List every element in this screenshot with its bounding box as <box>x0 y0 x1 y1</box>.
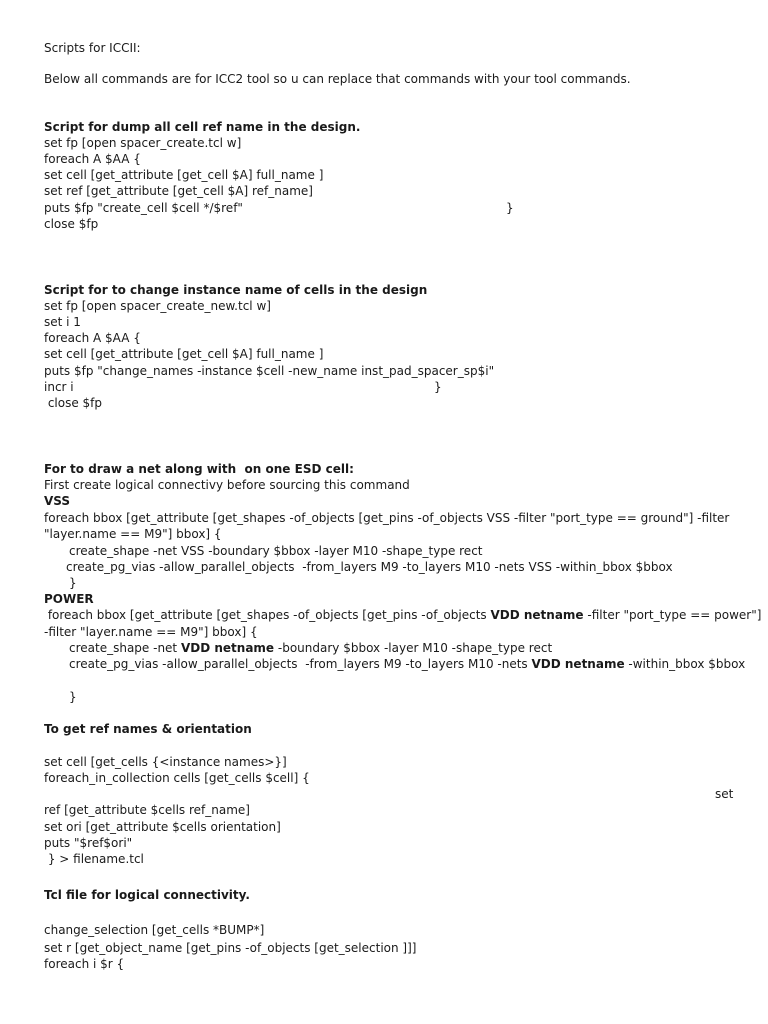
code-line: set i 1 <box>44 315 81 329</box>
code-line <box>44 607 761 623</box>
code-segment-bold: VDD netname <box>531 657 625 671</box>
closing-brace: } <box>69 690 77 704</box>
code-line: "layer.name == M9"] bbox] { <box>44 527 222 541</box>
code-line: set cell [get_attribute [get_cell $A] full_name ] <box>44 347 324 361</box>
code-segment: create_pg_vias -allow_parallel_objects -from_layers M9 -to_layers M10 -nets <box>69 657 532 671</box>
code-line: puts "$ref$ori" <box>44 836 133 850</box>
code-line: puts $fp "create_cell $cell */$ref" <box>44 201 243 215</box>
code-line: set fp [open spacer_create_new.tcl w] <box>44 299 271 313</box>
code-line: change_selection [get_cells *BUMP*] <box>44 923 265 937</box>
code-line: close $fp <box>44 396 103 410</box>
closing-brace: } <box>434 380 442 394</box>
code-line: set cell [get_attribute [get_cell $A] full_name ] <box>44 168 324 182</box>
code-line: ref [get_attribute $cells ref_name] <box>44 803 250 817</box>
code-segment: -filter "port_type == power"] <box>583 608 762 622</box>
code-line: foreach A $AA { <box>44 152 141 166</box>
section5-heading: Tcl file for logical connectivity. <box>44 888 250 902</box>
code-line: set cell [get_cells {<instance names>}] <box>44 755 287 769</box>
code-line: foreach bbox [get_attribute [get_shapes -of_objects [get_pins -of_objects VSS -filter "port_type == ground"] -filter <box>44 511 730 525</box>
code-line: foreach A $AA { <box>44 331 141 345</box>
power-label: POWER <box>44 592 94 606</box>
closing-brace: } <box>506 201 514 215</box>
code-line: -filter "layer.name == M9"] bbox] { <box>44 625 258 639</box>
code-segment-bold: VDD netname <box>180 641 275 655</box>
code-line: close $fp <box>44 217 99 231</box>
code-segment: -boundary $bbox -layer M10 -shape_type rect <box>274 641 553 655</box>
code-segment-bold: VDD netname <box>490 608 584 622</box>
code-line: set fp [open spacer_create.tcl w] <box>44 136 242 150</box>
code-line: set ref [get_attribute [get_cell $A] ref_name] <box>44 184 313 198</box>
closing-brace: } <box>69 576 77 590</box>
code-line <box>69 640 552 656</box>
code-line: foreach i $r { <box>44 957 125 971</box>
code-line: } > filename.tcl <box>44 852 144 866</box>
vss-label: VSS <box>44 494 71 508</box>
code-segment: -within_bbox $bbox <box>624 657 746 671</box>
code-segment: foreach bbox [get_attribute [get_shapes -of_objects [get_pins -of_objects <box>44 608 491 622</box>
code-segment: create_shape -net <box>69 641 181 655</box>
document-title: Scripts for ICCII: <box>44 41 141 55</box>
section3-note: First create logical connectivy before sourcing this command <box>44 478 410 492</box>
code-line: set ori [get_attribute $cells orientation] <box>44 820 281 834</box>
section3-heading: For to draw a net along with on one ESD cell: <box>44 462 354 476</box>
code-line: incr i <box>44 380 74 394</box>
code-line: set r [get_object_name [get_pins -of_objects [get_selection ]]] <box>44 941 417 955</box>
section2-heading: Script for to change instance name of cells in the design <box>44 283 428 297</box>
section1-heading: Script for dump all cell ref name in the design. <box>44 120 361 134</box>
intro-paragraph: Below all commands are for ICC2 tool so u can replace that commands with your tool commands. <box>44 72 631 86</box>
section4-heading: To get ref names & orientation <box>44 722 252 736</box>
code-line: foreach_in_collection cells [get_cells $cell] { <box>44 771 310 785</box>
code-line: create_pg_vias -allow_parallel_objects -from_layers M9 -to_layers M10 -nets VSS -within_bbox $bbox <box>66 560 673 574</box>
code-line: puts $fp "change_names -instance $cell -new_name inst_pad_spacer_sp$i" <box>44 364 495 378</box>
code-line: create_shape -net VSS -boundary $bbox -layer M10 -shape_type rect <box>69 544 483 558</box>
code-line <box>69 656 745 672</box>
code-line: set <box>715 787 734 801</box>
